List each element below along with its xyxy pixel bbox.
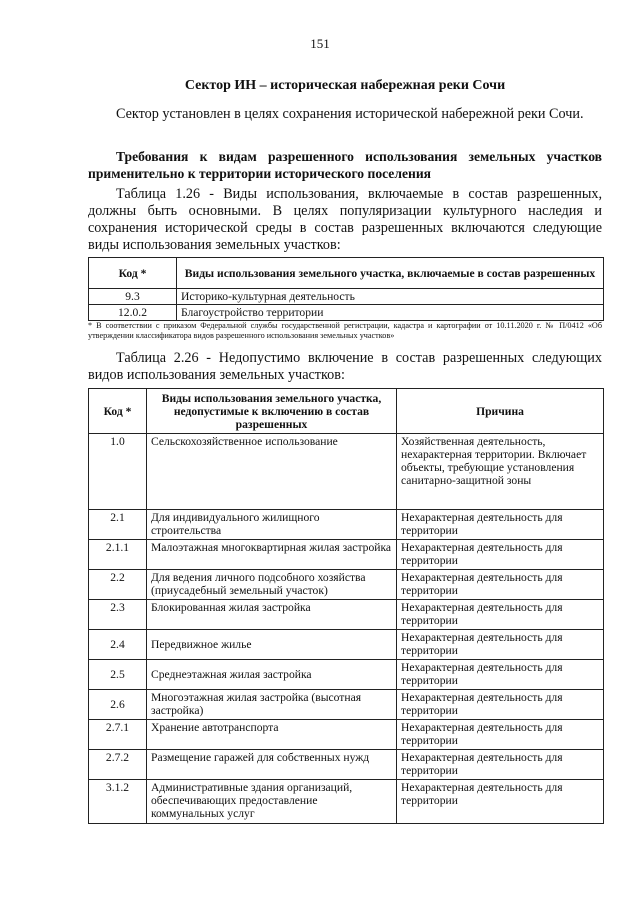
table-2-cell-kind: Среднеэтажная жилая застройка — [147, 660, 397, 690]
table-2-cell-kind: Многоэтажная жилая застройка (высотная застройка) — [147, 690, 397, 720]
table-row — [89, 750, 604, 780]
table-2-cell-reason: Нехарактерная деятельность для территории — [397, 570, 604, 600]
table-row — [89, 780, 604, 824]
table-2-cell-kind: Размещение гаражей для собственных нужд — [147, 750, 397, 780]
table-2-header-reason: Причина — [397, 389, 604, 434]
table-row — [89, 660, 604, 690]
page-number: 151 — [310, 36, 330, 51]
table-row — [89, 690, 604, 720]
table-2-cell-code: 2.1 — [89, 510, 147, 540]
table-2-cell-kind: Для ведения личного подсобного хозяйства (приусадебный земельный участок) — [147, 570, 397, 600]
table-1-header-kind: Виды использования земельного участка, включаемые в состав разрешенных — [177, 258, 604, 289]
table-2-cell-code: 2.1.1 — [89, 540, 147, 570]
table-1-cell-code: 9.3 — [89, 289, 177, 305]
table-2-cell-code: 2.7.1 — [89, 720, 147, 750]
table-2-header-kind: Виды использования земельного участка, недопустимые к включению в состав разрешенных — [147, 389, 397, 434]
table-2-header-code: Код * — [89, 389, 147, 434]
table-2-cell-code: 2.6 — [89, 690, 147, 720]
table-2 — [88, 388, 604, 824]
table-1-cell-kind: Благоустройство территории — [177, 305, 604, 321]
table1-intro: Таблица 1.26 - Виды использования, включаемые в состав разрешенных, должны быть основными. В целях популяризации культурного наследия и сохранения исторической среды в состав разрешенных включаются следующие виды использования земельных участков: — [88, 186, 602, 253]
table2-intro: Таблица 2.26 - Недопустимо включение в состав разрешенных следующих видов использования земельных участков: — [88, 350, 602, 383]
table-row — [89, 600, 604, 630]
table-2-cell-reason: Нехарактерная деятельность для территории — [397, 540, 604, 570]
table-2-cell-reason: Нехарактерная деятельность для территории — [397, 600, 604, 630]
table-row — [89, 540, 604, 570]
table-2-cell-code: 2.3 — [89, 600, 147, 630]
table-row — [89, 510, 604, 540]
table-2-cell-code: 2.4 — [89, 630, 147, 660]
table-1-header-row — [89, 258, 604, 289]
table-1-cell-code: 12.0.2 — [89, 305, 177, 321]
table-2-cell-kind: Сельскохозяйственное использование — [147, 434, 397, 510]
footnote: * В соответствии с приказом Федеральной службы государственной регистрации, кадастра и картографии от 10.11.2020 г. № П/0412 «Об утверждении классификатора видов разрешенного использования земельных участков» — [88, 321, 602, 340]
table-row — [89, 720, 604, 750]
table-2-cell-code: 3.1.2 — [89, 780, 147, 824]
table-2-cell-code: 1.0 — [89, 434, 147, 510]
table-row — [89, 289, 604, 305]
table-2-cell-reason: Нехарактерная деятельность для территории — [397, 780, 604, 824]
table-2-cell-reason: Нехарактерная деятельность для территории — [397, 630, 604, 660]
table-row — [89, 305, 604, 321]
table-2-cell-code: 2.7.2 — [89, 750, 147, 780]
table-2-cell-code: 2.2 — [89, 570, 147, 600]
table-2-cell-reason: Нехарактерная деятельность для территории — [397, 690, 604, 720]
table-2-cell-kind: Блокированная жилая застройка — [147, 600, 397, 630]
table-2-cell-reason: Хозяйственная деятельность, нехарактерная территории. Включает объекты, требующие установления санитарно-защитной зоны — [397, 434, 604, 510]
table-1-cell-kind: Историко-культурная деятельность — [177, 289, 604, 305]
table-2-cell-reason: Нехарактерная деятельность для территории — [397, 750, 604, 780]
table-1 — [88, 257, 604, 321]
table-2-cell-reason: Нехарактерная деятельность для территории — [397, 510, 604, 540]
table-2-cell-code: 2.5 — [89, 660, 147, 690]
intro-paragraph: Сектор установлен в целях сохранения исторической набережной реки Сочи. — [116, 106, 584, 122]
table-row — [89, 434, 604, 510]
section-title: Сектор ИН – историческая набережная реки Сочи — [184, 78, 506, 93]
table-2-cell-kind: Малоэтажная многоквартирная жилая застройка — [147, 540, 397, 570]
table-2-cell-kind: Для индивидуального жилищного строительства — [147, 510, 397, 540]
table-row — [89, 630, 604, 660]
table-2-cell-kind: Хранение автотранспорта — [147, 720, 397, 750]
table-2-cell-reason: Нехарактерная деятельность для территории — [397, 720, 604, 750]
table-1-header-code: Код * — [89, 258, 177, 289]
table-2-header-row — [89, 389, 604, 434]
table-2-cell-reason: Нехарактерная деятельность для территории — [397, 660, 604, 690]
requirements-heading: Требования к видам разрешенного использования земельных участков применительно к территории исторического поселения — [88, 149, 602, 181]
table-2-cell-kind: Административные здания организаций, обеспечивающих предоставление коммунальных услуг — [147, 780, 397, 824]
table-row — [89, 570, 604, 600]
table-2-cell-kind: Передвижное жилье — [147, 630, 397, 660]
